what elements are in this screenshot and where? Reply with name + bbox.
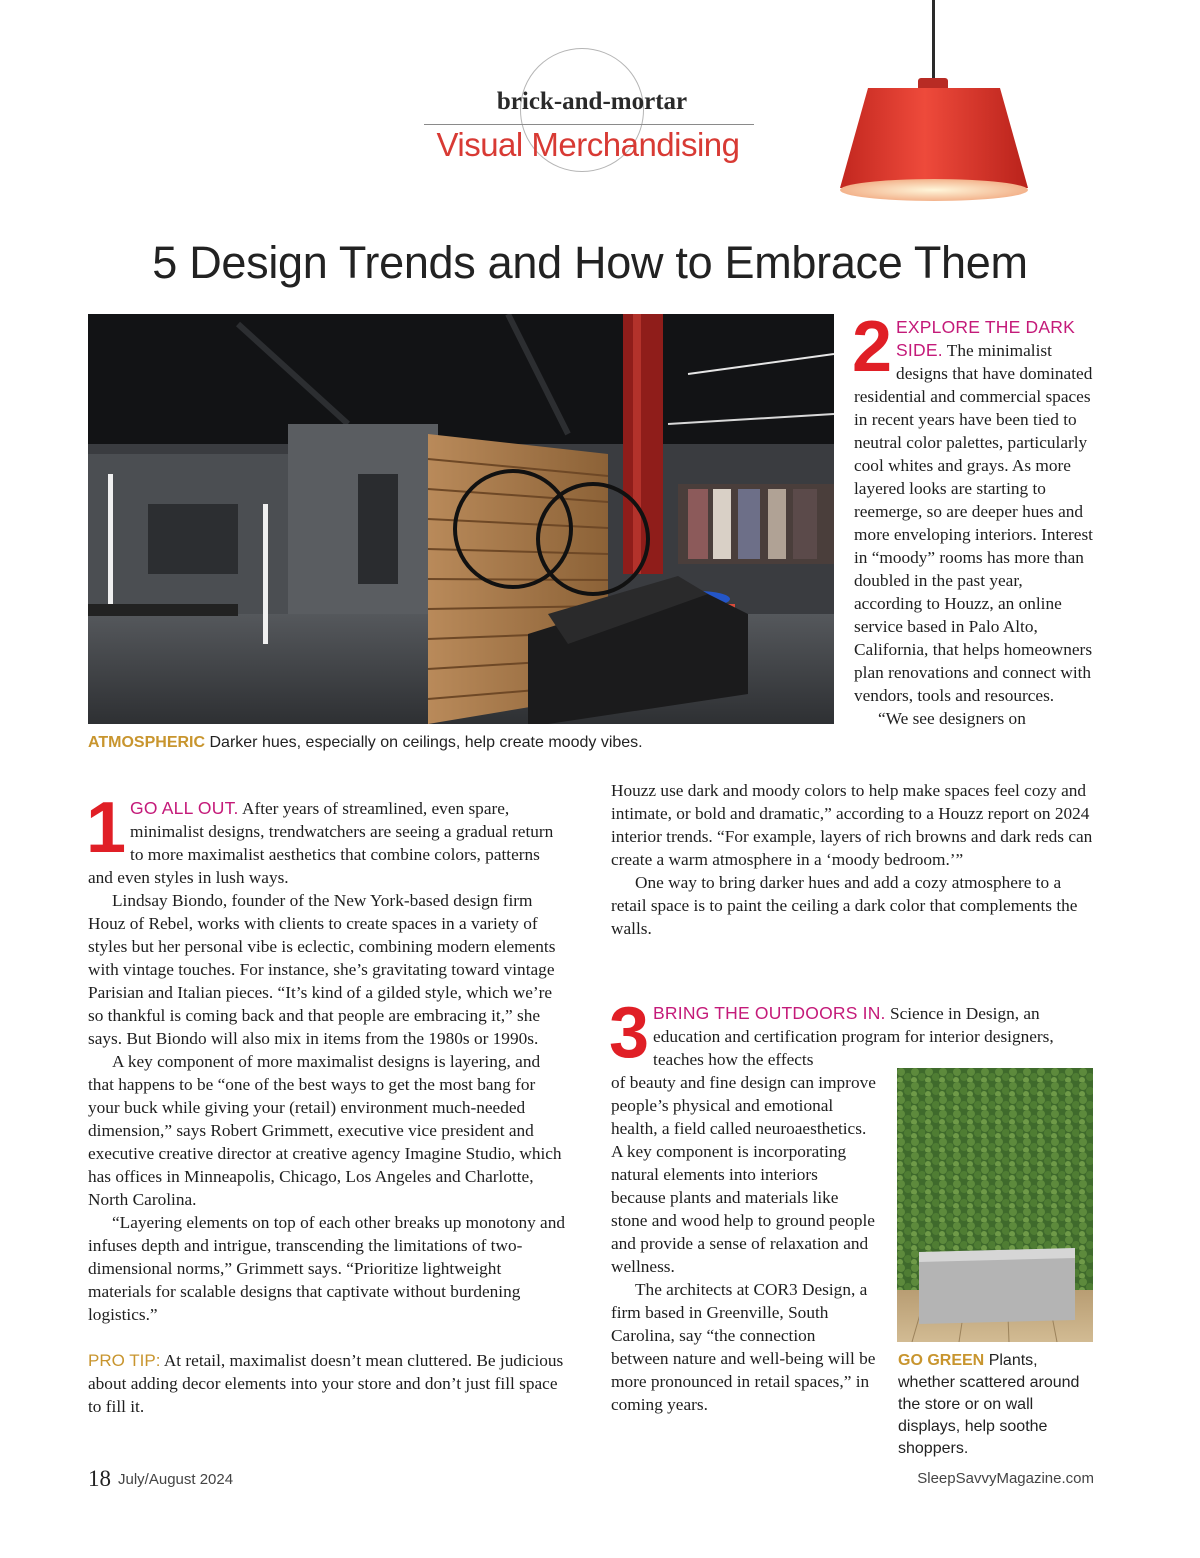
trend-paragraph: Houzz use dark and moody colors to help make spaces feel cozy and intimate, or bold and dramatic,” according to a Houzz report on 2024 interior trends. “For example, layers of rich browns and dark reds can create a warm atmosphere in a ‘moody bedroom.’”: [611, 781, 1093, 869]
header-rule: [424, 124, 754, 125]
caption-lead: GO GREEN: [898, 1352, 985, 1369]
trend-paragraph: Science in Design, an education and certification program for interior designers, teaches how the effects: [653, 1004, 1054, 1069]
trend-number: 2: [852, 307, 893, 387]
page-number: 18: [88, 1466, 111, 1491]
trend-3-section: [609, 993, 1095, 1073]
trend-3-continued: [611, 1071, 876, 1416]
article-title: 5 Design Trends and How to Embrace Them: [152, 237, 1028, 288]
photo-caption-atmospheric: [88, 734, 848, 752]
green-wall-photo: [897, 1068, 1093, 1342]
caption-text: Plants, whether scattered around the store or on wall displays, help soothe shoppers.: [898, 1352, 1080, 1457]
trend-paragraph: After years of streamlined, even spare, minimalist designs, trendwatchers are seeing a gradual return to more maximalist aesthetics that combine colors, patterns and even styles in lush ways.: [88, 799, 554, 887]
trend-2-section: [852, 307, 1094, 730]
section-title: Visual Merchandising: [436, 126, 740, 163]
website-link[interactable]: SleepSavvyMagazine.com: [917, 1470, 1094, 1487]
trend-2-continued: [611, 779, 1095, 940]
trend-number: 1: [86, 788, 127, 868]
pendant-lamp-icon: [838, 84, 1030, 202]
trend-paragraph: The minimalist designs that have dominated residential and commercial spaces in recent years have been tied to neutral color palettes, particularly cool whites and grays. As more layered looks are starting to reemerge, so are deeper hues and more enveloping interiors. Interest in “moody” rooms has more than doubled in the past year, according to Houzz, an online service based in Palo Alto, California, that helps homeowners plan renovations and connect with vendors, tools and resources.: [854, 341, 1093, 705]
store-interior-photo: [88, 314, 834, 724]
trend-paragraph: The architects at COR3 Design, a firm based in Greenville, South Carolina, say “the connection between nature and well-being will be more pronounced in retail spaces,” in coming years.: [611, 1280, 876, 1414]
trend-paragraph: A key component of more maximalist designs is layering, and that happens to be “one of the best ways to get the most bang for your buck while giving your (retail) environment much-needed dimension,” says Robert Grimmett, executive vice president and executive creative director at creative agency Imagine Studio, which has offices in Minneapolis, Chicago, Los Angeles and Charlotte, North Carolina.: [88, 1052, 562, 1209]
trend-paragraph: Lindsay Biondo, founder of the New York-based design firm Houz of Rebel, works with clients to create spaces in a variety of styles but her personal vibe is eclectic, combining modern elements with vintage touches. For instance, she’s gravitating toward vintage Parisian and Italian pieces. “It’s kind of a gilded style, which we’re so thankful is coming back and that people are embracing it,” she says. But Biondo will also mix in items from the 1980s or 1990s.: [88, 891, 556, 1048]
photo-caption-go-green: [898, 1350, 1098, 1460]
trend-1-section: [86, 788, 568, 1418]
trend-number: 3: [609, 993, 650, 1073]
pro-tip-text: At retail, maximalist doesn’t mean cluttered. Be judicious about adding decor elements into your store and don’t just fill space to fill it.: [88, 1351, 564, 1416]
trend-heading: EXPLORE THE DARK SIDE.: [896, 317, 1075, 360]
trend-paragraph: “We see designers on: [878, 709, 1026, 728]
issue-date: July/August 2024: [118, 1471, 234, 1488]
caption-lead: ATMOSPHERIC: [88, 734, 206, 751]
trend-paragraph: of beauty and fine design can improve people’s physical and emotional health, a field called neuroaesthetics. A key component is incorporating natural elements into interiors because plants and materials like stone and wood help to ground people and provide a sense of relaxation and wellness.: [611, 1073, 876, 1276]
lamp-cord: [932, 0, 935, 84]
trend-heading: BRING THE OUTDOORS IN.: [653, 1003, 886, 1023]
trend-paragraph: One way to bring darker hues and add a cozy atmosphere to a retail space is to paint the ceiling a dark color that complements the walls.: [611, 873, 1078, 938]
section-kicker: brick-and-mortar: [496, 88, 688, 115]
pro-tip-label: PRO TIP:: [88, 1351, 161, 1370]
caption-text: Darker hues, especially on ceilings, help create moody vibes.: [209, 734, 643, 751]
trend-heading: GO ALL OUT.: [130, 798, 239, 818]
trend-paragraph: “Layering elements on top of each other breaks up monotony and infuses depth and intrigue, transcending the limitations of two-dimensional norms,” Grimmett says. “Prioritize lightweight materials for scalable designs that captivate without burdening logistics.”: [88, 1213, 566, 1324]
